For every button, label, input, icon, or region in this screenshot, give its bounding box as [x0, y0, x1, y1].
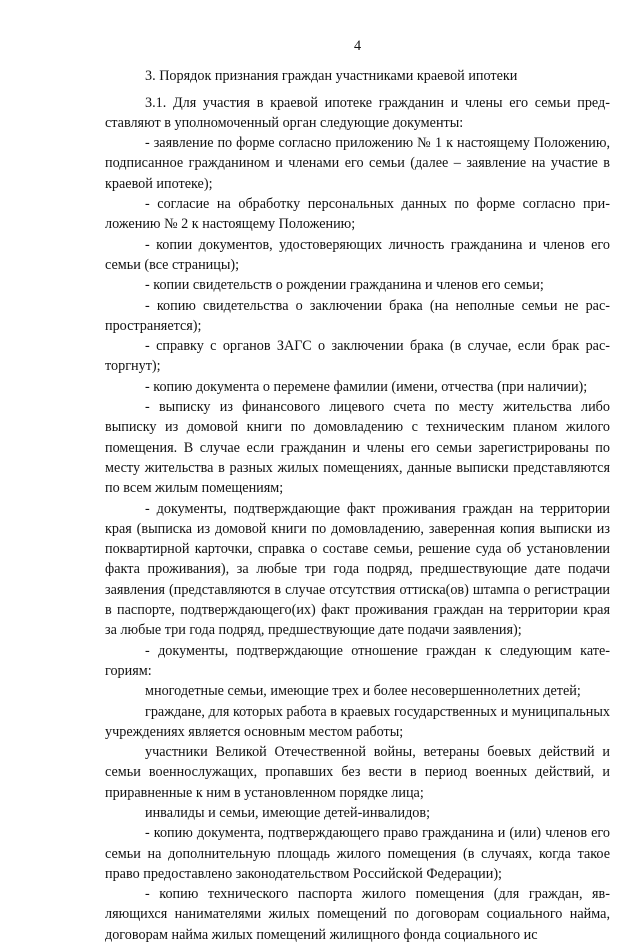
list-item-marriage-certificate: - копию свидетельства о заключении брака (на неполные семьи не распространяется);: [105, 297, 610, 334]
category-disabled: инвалиды и семьи, имеющие детей-инвалидов;: [145, 804, 431, 821]
list-item-additional-area: - копию документа, подтверждающего право гражданина и (или) членов его семьи на дополнительную площадь жилого помещения (в случаях, когда такое право предоставлено законодательством Российской Федерации);: [105, 825, 610, 882]
list-item-residence-proof: - документы, подтверждающие факт проживания граждан на территории края (выписка из домовой книги по домовладению, заверенная копия выписки из поквартирной карточки, справка о составе семьи, решение суда об установлении факта проживания), за любые три года подряд, предшествующие дате подачи заявления (представляются в случае отсутствия оттиска(ов) штампа о регистрации в паспорте, подтверждающего(их) факт проживания граждан на территории края за любые три года подряд, предшествующие дате подачи заявления);: [105, 500, 610, 639]
list-item-zags-certificate: - справку с органов ЗАГС о заключении брака (в случае, если брак расторгнут);: [105, 338, 610, 375]
category-large-families: многодетные семьи, имеющие трех и более несовершеннолетних детей;: [145, 683, 581, 700]
list-item-consent: - согласие на обработку персональных данных по форме согласно приложению № 2 к настоящему Положению;: [105, 196, 610, 233]
page-number: 4: [353, 38, 362, 54]
document-page: [105, 36, 610, 945]
list-item-technical-passport: - копию технического паспорта жилого помещения (для граждан, являющихся нанимателями жилых помещений по договорам социального найма, договорам найма жилых помещений жилищного фонда социального ис: [105, 886, 610, 943]
list-item-application: - заявление по форме согласно приложению № 1 к настоящему Положению, подписанное гражданином и членами его семьи (далее – заявление на участие в краевой ипотеке);: [105, 135, 610, 192]
list-item-identity-docs: - копии документов, удостоверяющих личность гражданина и членов его семьи (все страницы);: [105, 236, 610, 273]
category-public-employees: граждане, для которых работа в краевых государственных и муниципальных учреждениях является основным местом работы;: [105, 703, 610, 740]
list-item-name-change: - копию документа о перемене фамилии (имени, отчества (при наличии);: [145, 378, 588, 395]
paragraph-intro: 3.1. Для участия в краевой ипотеке гражданин и члены его семьи представляют в уполномоченный орган следующие документы:: [105, 94, 610, 131]
category-veterans: участники Великой Отечественной войны, ветераны боевых действий и семьи военнослужащих, пропавших без вести в период военных действий, и приравненные к ним в установленном порядке лица;: [105, 744, 610, 801]
list-item-category-docs: - документы, подтверждающие отношение граждан к следующим категориям:: [105, 642, 610, 679]
section-heading: 3. Порядок признания граждан участниками краевой ипотеки: [145, 68, 518, 85]
list-item-birth-certificates: - копии свидетельств о рождении гражданина и членов его семьи;: [145, 277, 544, 294]
list-item-account-extract: - выписку из финансового лицевого счета по месту жительства либо выписку из домовой книги по домовладению с техническим планом жилого помещения. В случае если гражданин и члены его семьи зарегистрированы по месту жительства в разных жилых помещениях, данные выписки представляются по всем жилым помещениям;: [105, 399, 610, 497]
